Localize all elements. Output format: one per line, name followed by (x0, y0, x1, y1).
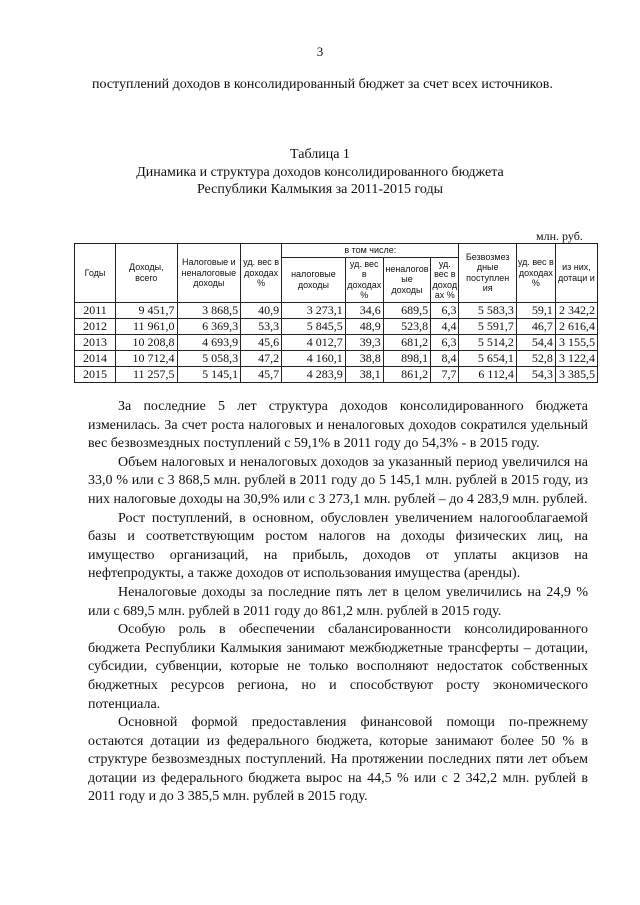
table-cell: 45,6 (241, 334, 282, 350)
header-income: Доходы, всего (116, 244, 178, 303)
table-cell: 54,3 (516, 366, 555, 382)
lead-line: поступлений доходов в консолидированный бюджет за счет всех источников. (92, 77, 553, 92)
header-share: уд. вес в доход ах % (432, 258, 458, 300)
paragraph: За последние 5 лет структура доходов консолидированного бюджета изменилась. За счет роста налоговых и неналоговых доходов сократился удельный вес безвозмездных поступлений с 59,1% в 2011 году до 54,3% - в 2015 году. (88, 399, 588, 452)
table-cell: 52,8 (516, 350, 555, 366)
page-number: 3 (316, 44, 324, 59)
header-tax-only: налоговые доходы (282, 257, 346, 302)
table-cell: 5 591,7 (459, 318, 516, 334)
table-label: Таблица 1 (290, 147, 350, 162)
table-cell: 3 273,1 (282, 302, 346, 318)
table-cell: 5 058,3 (177, 350, 241, 366)
table-cell: 2011 (75, 302, 116, 318)
table-cell: 2 342,2 (555, 302, 597, 318)
header-nontax: неналогов ые доходы (383, 257, 430, 302)
header-share: уд. вес в доходах % (241, 244, 282, 303)
table-cell: 11 961,0 (116, 318, 178, 334)
table-cell: 861,2 (383, 366, 430, 382)
table-cell: 47,2 (241, 350, 282, 366)
header-year: Годы (75, 244, 116, 303)
paragraph: Особую роль в обеспечении сбалансированности консолидированного бюджета Республики Калмыкия занимают межбюджетные трансферты – дотации, субсидии, субвенции, которые не только восполняют недостаток собственных бюджетных ресурсов региона, но и способствуют росту экономического потенциала. (88, 622, 588, 712)
table-cell: 11 257,5 (116, 366, 178, 382)
table-cell: 2015 (75, 366, 116, 382)
table-cell: 5 514,2 (459, 334, 516, 350)
income-table (74, 243, 598, 383)
header-row-1 (75, 244, 598, 258)
header-share: уд. вес в доходах % (347, 258, 382, 300)
table-cell: 3 155,5 (555, 334, 597, 350)
table-cell: 2014 (75, 350, 116, 366)
table-title-line-2: Республики Калмыкия за 2011-2015 годы (196, 182, 444, 197)
header-gratuitous: Безвозмез дные поступлен ия (459, 244, 516, 303)
paragraph: Рост поступлений, в основном, обусловлен увеличением налогооблагаемой базы и соответствующим ростом налогов на доходы физических лиц, на имущество организаций, на прибыль, доходов от уплаты акцизов на нефтепродукты, а также доходов от использования имущества (аренды). (88, 510, 588, 582)
table-cell: 2013 (75, 334, 116, 350)
table-title-line-1: Динамика и структура доходов консолидированного бюджета (136, 165, 504, 180)
paragraph: Объем налоговых и неналоговых доходов за указанный период увеличился на 33,0 % или с 3 868,5 млн. рублей в 2011 году до 5 145,1 млн. рублей в 2015 году, из них налоговые доходы на 30,9% или с 3 273,1 млн. рублей – до 4 283,9 млн. рублей. (88, 454, 588, 507)
table-cell: 45,7 (241, 366, 282, 382)
table-cell: 2 616,4 (555, 318, 597, 334)
paragraph: Основной формой предоставления финансовой помощи по-прежнему остаются дотации из федерального бюджета, которые занимают более 50 % в структуре безвозмездных поступлений. На протяжении последних пяти лет объем дотации из федерального бюджета вырос на 44,5 % или с 2 342,2 млн. рублей в 2011 году и до 3 385,5 млн. рублей в 2015 году. (88, 715, 588, 805)
table-cell: 6,3 (431, 302, 459, 318)
table-cell: 4 283,9 (282, 366, 346, 382)
table-cell: 10 712,4 (116, 350, 178, 366)
table-cell: 4,4 (431, 318, 459, 334)
paragraph: Неналоговые доходы за последние пять лет в целом увеличились на 24,9 % или с 689,5 млн. рублей в 2011 году до 861,2 млн. рублей в 2015 году. (88, 584, 588, 619)
table-cell: 34,6 (345, 302, 383, 318)
table-cell: 3 868,5 (177, 302, 241, 318)
table-cell: 39,3 (345, 334, 383, 350)
body-text (88, 398, 588, 807)
header-subsidy: из них, дотаци и (555, 244, 597, 303)
table-row (75, 366, 598, 382)
table-cell: 6 112,4 (459, 366, 516, 382)
table-row (75, 334, 598, 350)
table-cell: 5 654,1 (459, 350, 516, 366)
unit-label: млн. руб. (536, 229, 583, 243)
table-cell: 6 369,3 (177, 318, 241, 334)
table-cell: 8,4 (431, 350, 459, 366)
table-cell: 9 451,7 (116, 302, 178, 318)
header-share: уд. вес в доходах % (516, 244, 555, 303)
table-cell: 689,5 (383, 302, 430, 318)
table-cell: 38,8 (345, 350, 383, 366)
table-cell: 54,4 (516, 334, 555, 350)
table-cell: 53,3 (241, 318, 282, 334)
table-cell: 4 160,1 (282, 350, 346, 366)
table-cell: 3 122,4 (555, 350, 597, 366)
table-cell: 48,9 (345, 318, 383, 334)
table-row (75, 350, 598, 366)
table-cell: 5 145,1 (177, 366, 241, 382)
table-cell: 59,1 (516, 302, 555, 318)
table-row (75, 302, 598, 318)
table-cell: 4 693,9 (177, 334, 241, 350)
table-cell: 5 583,3 (459, 302, 516, 318)
table-cell: 4 012,7 (282, 334, 346, 350)
table-row (75, 318, 598, 334)
table-cell: 3 385,5 (555, 366, 597, 382)
table-cell: 898,1 (383, 350, 430, 366)
table-cell: 6,3 (431, 334, 459, 350)
header-tax: Налоговые и неналоговые доходы (177, 244, 241, 303)
table-cell: 10 208,8 (116, 334, 178, 350)
table-cell: 46,7 (516, 318, 555, 334)
table-cell: 523,8 (383, 318, 430, 334)
table-cell: 7,7 (431, 366, 459, 382)
table-cell: 38,1 (345, 366, 383, 382)
table-cell: 681,2 (383, 334, 430, 350)
table-cell: 2012 (75, 318, 116, 334)
header-including: в том числе: (282, 244, 459, 258)
table-cell: 40,9 (241, 302, 282, 318)
table-cell: 5 845,5 (282, 318, 346, 334)
